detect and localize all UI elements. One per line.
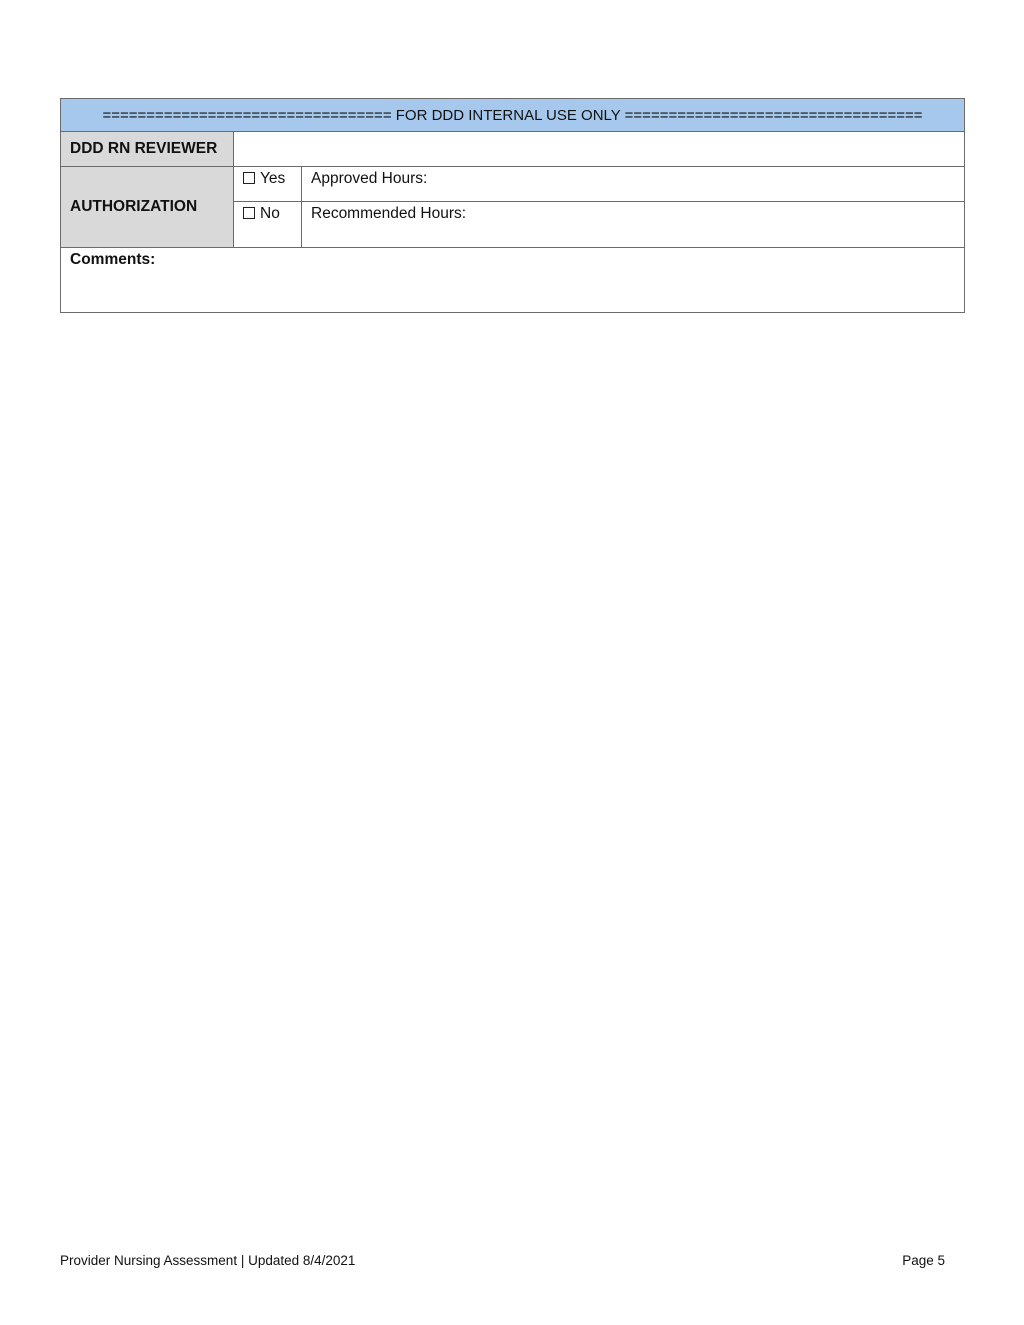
- approved-hours-field[interactable]: [302, 167, 965, 202]
- comments-row: [61, 248, 965, 313]
- no-checkbox-icon[interactable]: [243, 207, 255, 219]
- ddd-internal-use-table: [60, 98, 965, 313]
- footer-page-number: Page 5: [902, 1253, 945, 1268]
- reviewer-label: DDD RN REVIEWER: [61, 132, 234, 167]
- authorization-yes-option[interactable]: [234, 167, 302, 202]
- authorization-label: AUTHORIZATION: [61, 167, 234, 248]
- footer-document-info: Provider Nursing Assessment | Updated 8/4/2021: [60, 1253, 356, 1268]
- recommended-hours-label: Recommended Hours:: [311, 205, 467, 222]
- authorization-yes-row: [61, 167, 965, 202]
- comments-field[interactable]: [61, 248, 965, 313]
- authorization-no-option[interactable]: [234, 202, 302, 248]
- comments-label: Comments:: [70, 251, 156, 268]
- internal-use-banner: ================================= FOR DDD INTERNAL USE ONLY ==================================: [61, 99, 965, 132]
- approved-hours-label: Approved Hours:: [311, 170, 428, 187]
- internal-use-banner-row: [61, 99, 965, 132]
- yes-option-label: Yes: [260, 170, 286, 187]
- no-option-label: No: [260, 205, 280, 222]
- reviewer-row: [61, 132, 965, 167]
- reviewer-field[interactable]: [234, 132, 965, 167]
- recommended-hours-field[interactable]: [302, 202, 965, 248]
- yes-checkbox-icon[interactable]: [243, 172, 255, 184]
